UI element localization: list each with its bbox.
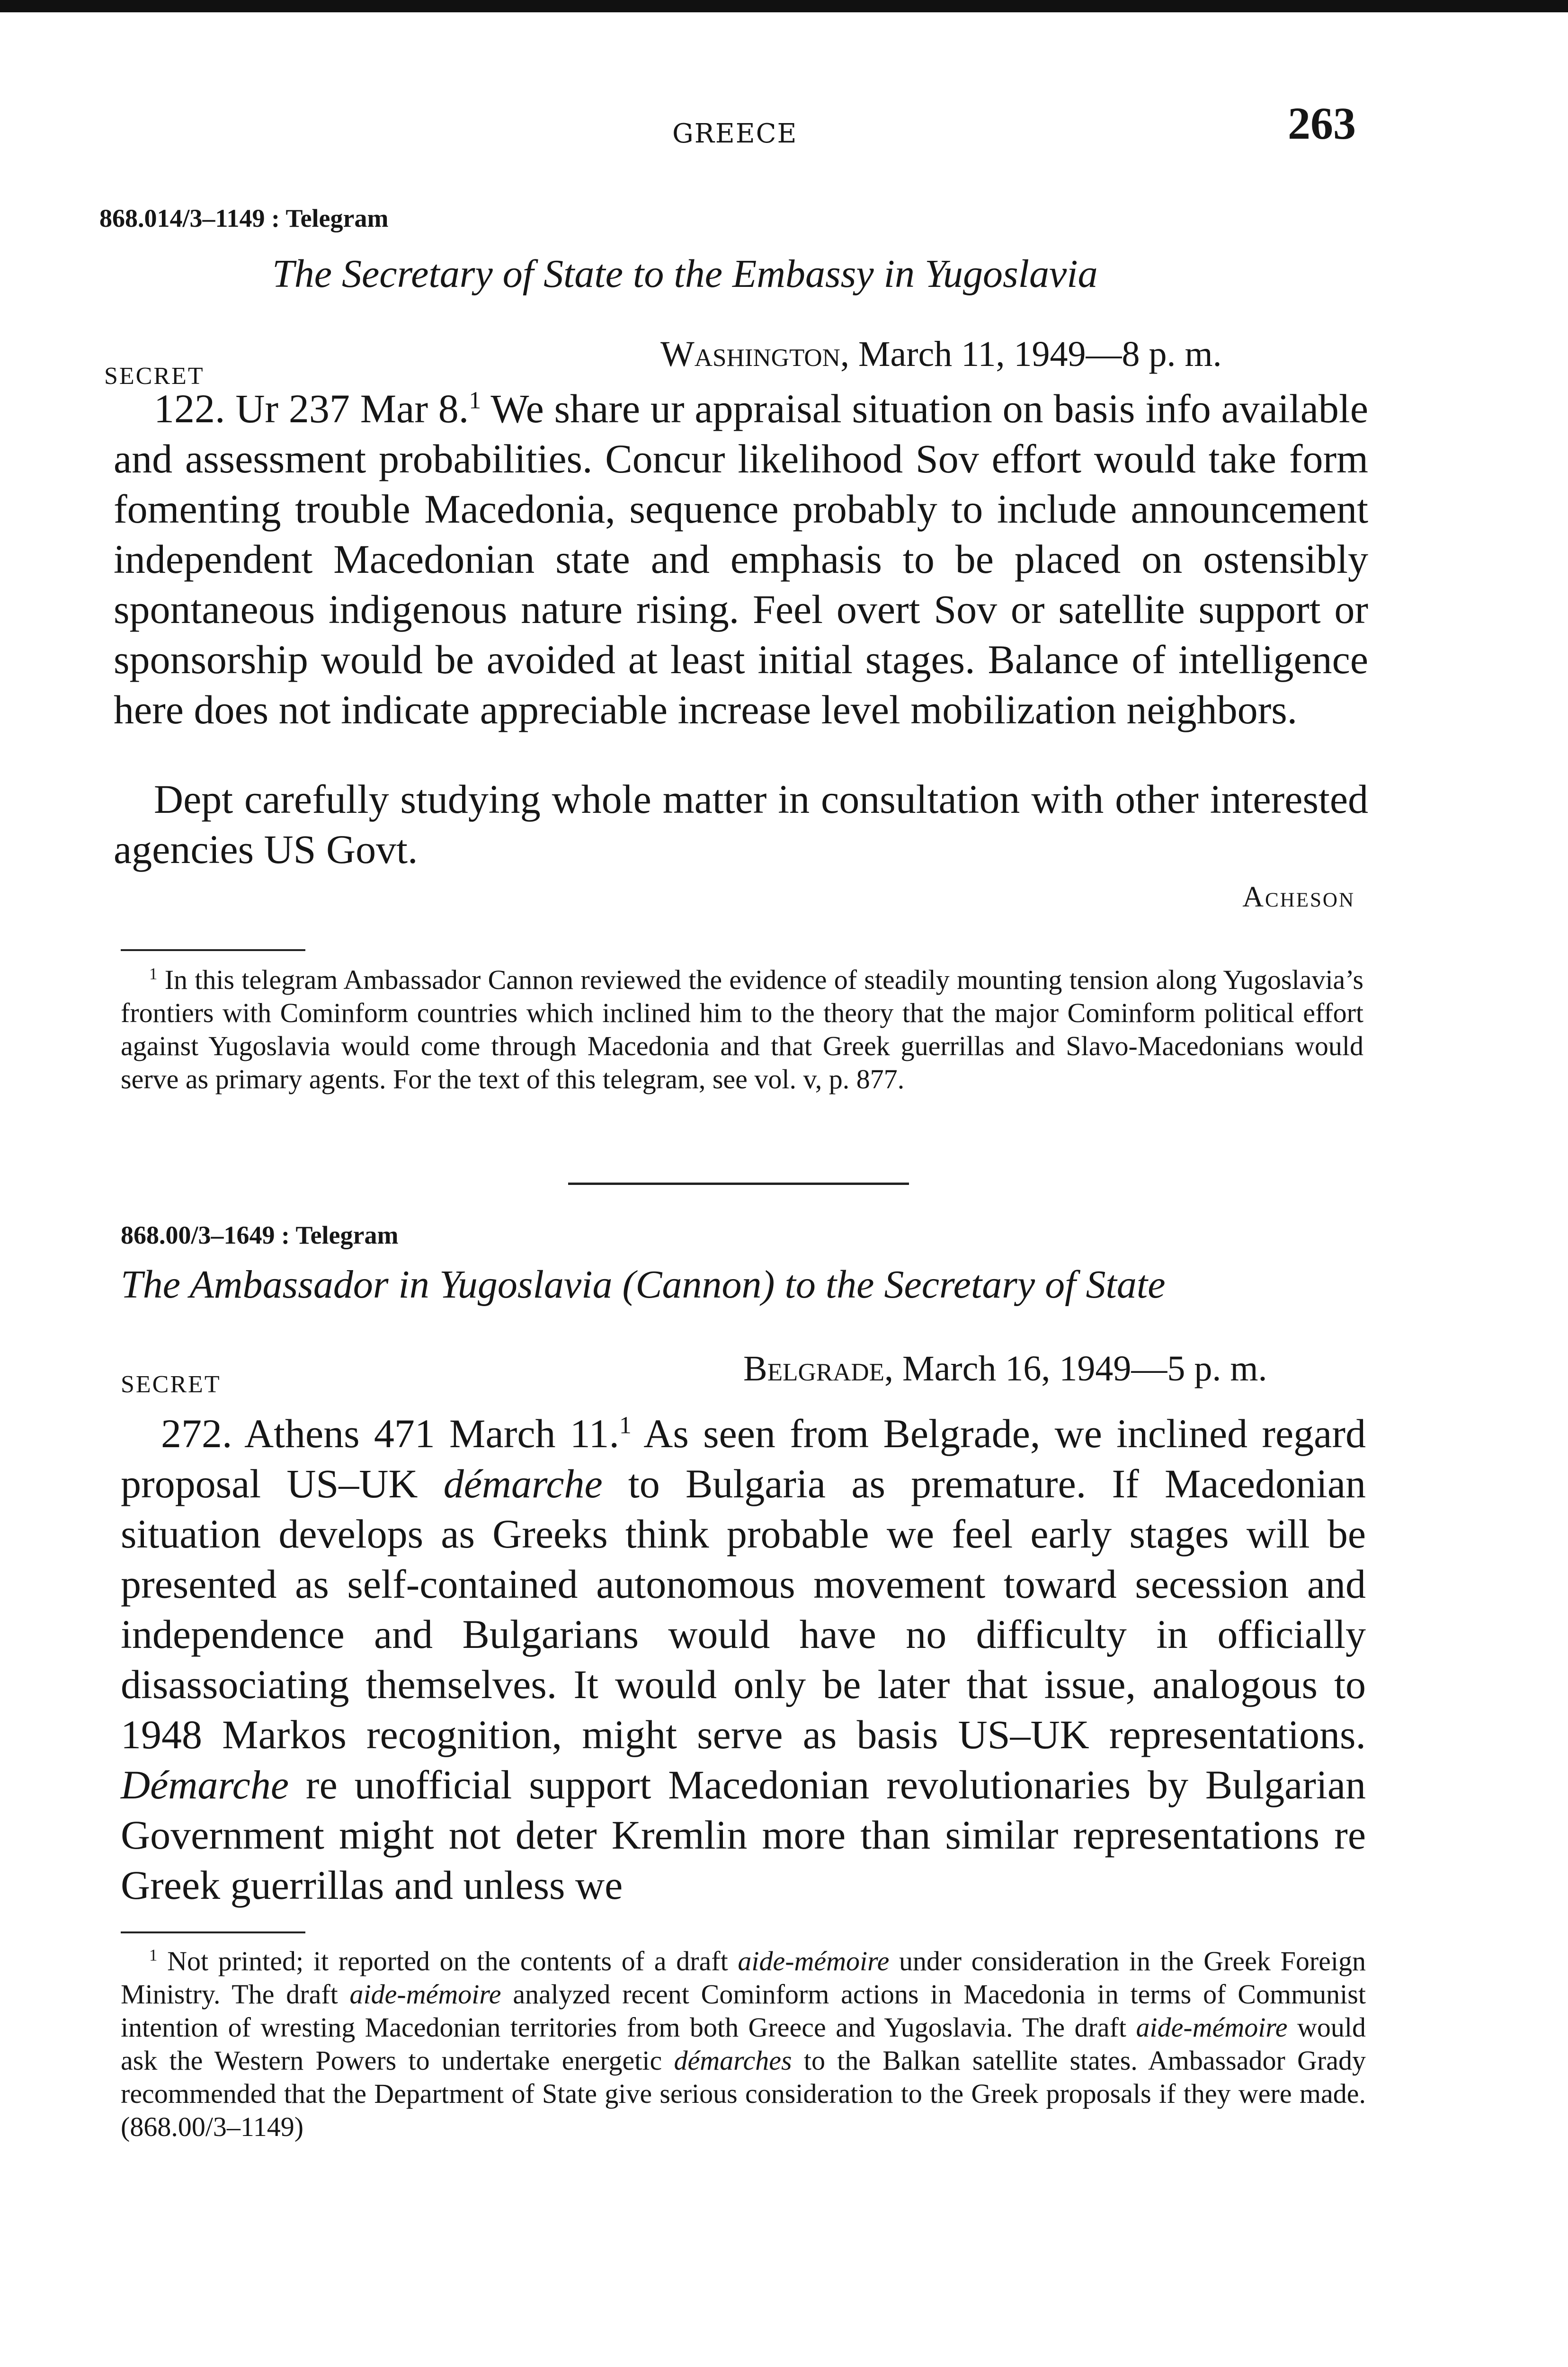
footnote-rule-2 [121, 1931, 305, 1933]
doc2-footnote-italic-2: aide-mémoire [349, 1979, 501, 2010]
doc1-place: Washington [660, 334, 840, 374]
doc2-date: , March 16, 1949—5 p. m. [884, 1349, 1267, 1388]
footnote-marker-1: 1 [149, 964, 158, 983]
doc2-footnote-text-d: would ask the Western Powers to undertake energetic [121, 2012, 1366, 2076]
doc1-para1-text-a: 122. Ur 237 Mar 8. [154, 386, 469, 431]
doc1-file-reference: 868.014/3–1149 : Telegram [99, 204, 389, 232]
doc2-title: The Ambassador in Yugoslavia (Cannon) to the Secretary of State [121, 1263, 1166, 1307]
footnote-marker-2: 1 [149, 1946, 158, 1965]
scan-edge-bar [0, 0, 1568, 12]
doc2-para1-text-b: As seen from Belgrade, we inclined regard proposal US–UK [121, 1411, 1366, 1506]
doc2-footnote-italic-3: aide-mémoire [1136, 2012, 1288, 2043]
doc2-para1-text-d: re unofficial support Macedonian revolutionaries by Bulgarian Government might not deter Kremlin more than similar representations re Greek guerrillas and unless we [121, 1762, 1366, 1908]
doc1-classification: SECRET [104, 363, 205, 390]
doc1-footnote-text: In this telegram Ambassador Cannon reviewed the evidence of steadily mounting tension along Yugoslavia’s frontiers with Cominform countries which inclined him to the theory that the major Cominform political effort against Yugoslavia would come through Macedonia and that Greek guerrillas and Slavo-Macedonians would serve as primary agents. For the text of this telegram, see vol. v, p. 877. [121, 964, 1363, 1095]
doc1-para1-text-b: We share ur appraisal situation on basis info available and assessment probabilities. Concur likelihood Sov effort would take form fomenting trouble Macedonia, sequence probably to include announcement independent Macedonian state and emphasis to be placed on ostensibly spontaneous indigenous nature rising. Feel overt Sov or satellite support or sponsorship would be avoided at least initial stages. Balance of intelligence here does not indicate appreciable increase level mobilization neighbors. [114, 386, 1368, 732]
running-head: GREECE [672, 118, 798, 149]
doc2-footnote-text-e: to the Balkan satellite states. Ambassador Grady recommended that the Department of State give serious consideration to the Greek proposals if they were made. (868.00/3–1149) [121, 2045, 1366, 2142]
doc1-title: The Secretary of State to the Embassy in Yugoslavia [272, 252, 1098, 296]
footnote-ref-2: 1 [619, 1412, 632, 1439]
doc1-date: , March 11, 1949—8 p. m. [840, 334, 1222, 374]
doc2-classification: SECRET [121, 1371, 221, 1398]
doc2-footnote-text-c: analyzed recent Cominform actions in Macedonia in terms of Communist intention of wresting Macedonian territories from both Greece and Yugoslavia. The draft [121, 1979, 1366, 2043]
doc2-para1-text-a: 272. Athens 471 March 11. [161, 1411, 620, 1456]
doc2-footnote [121, 1945, 1366, 2144]
doc1-footnote [121, 963, 1363, 1096]
page-number: 263 [1288, 98, 1356, 149]
footnote-ref-1: 1 [469, 387, 481, 414]
doc2-paragraph-1 [121, 1408, 1366, 1910]
doc1-signature: Acheson [1242, 881, 1355, 913]
doc2-place: Belgrade [743, 1349, 884, 1388]
doc1-paragraph-2: Dept carefully studying whole matter in consultation with other interested agencies US Govt. [114, 776, 1368, 872]
footnote-rule-1 [121, 949, 305, 951]
doc1-paragraph-1 [114, 383, 1368, 735]
doc2-footnote-text-a: Not printed; it reported on the contents of a draft [157, 1946, 738, 1976]
doc2-file-reference: 868.00/3–1649 : Telegram [121, 1221, 399, 1249]
doc2-footnote-italic-1: aide-mémoire [738, 1946, 890, 1976]
doc1-dateline [660, 334, 1222, 375]
doc2-para1-text-c: to Bulgaria as premature. If Macedonian situation develops as Greeks think probable we feel early stages will be presented as self-contained autonomous movement toward secession and independence and Bulgarians would have no difficulty in officially disassociating themselves. It would only be later that issue, analogous to 1948 Markos recognition, might serve as basis US–UK representations. [121, 1461, 1366, 1757]
doc2-para1-italic-demarche-2: Démarche [121, 1762, 289, 1807]
section-divider [568, 1183, 909, 1185]
doc2-dateline [743, 1348, 1267, 1389]
doc2-para1-italic-demarche: démarche [443, 1461, 603, 1506]
doc2-footnote-text-b: under consideration in the Greek Foreign Ministry. The draft [121, 1946, 1366, 2010]
doc2-footnote-italic-4: démarches [674, 2045, 792, 2076]
